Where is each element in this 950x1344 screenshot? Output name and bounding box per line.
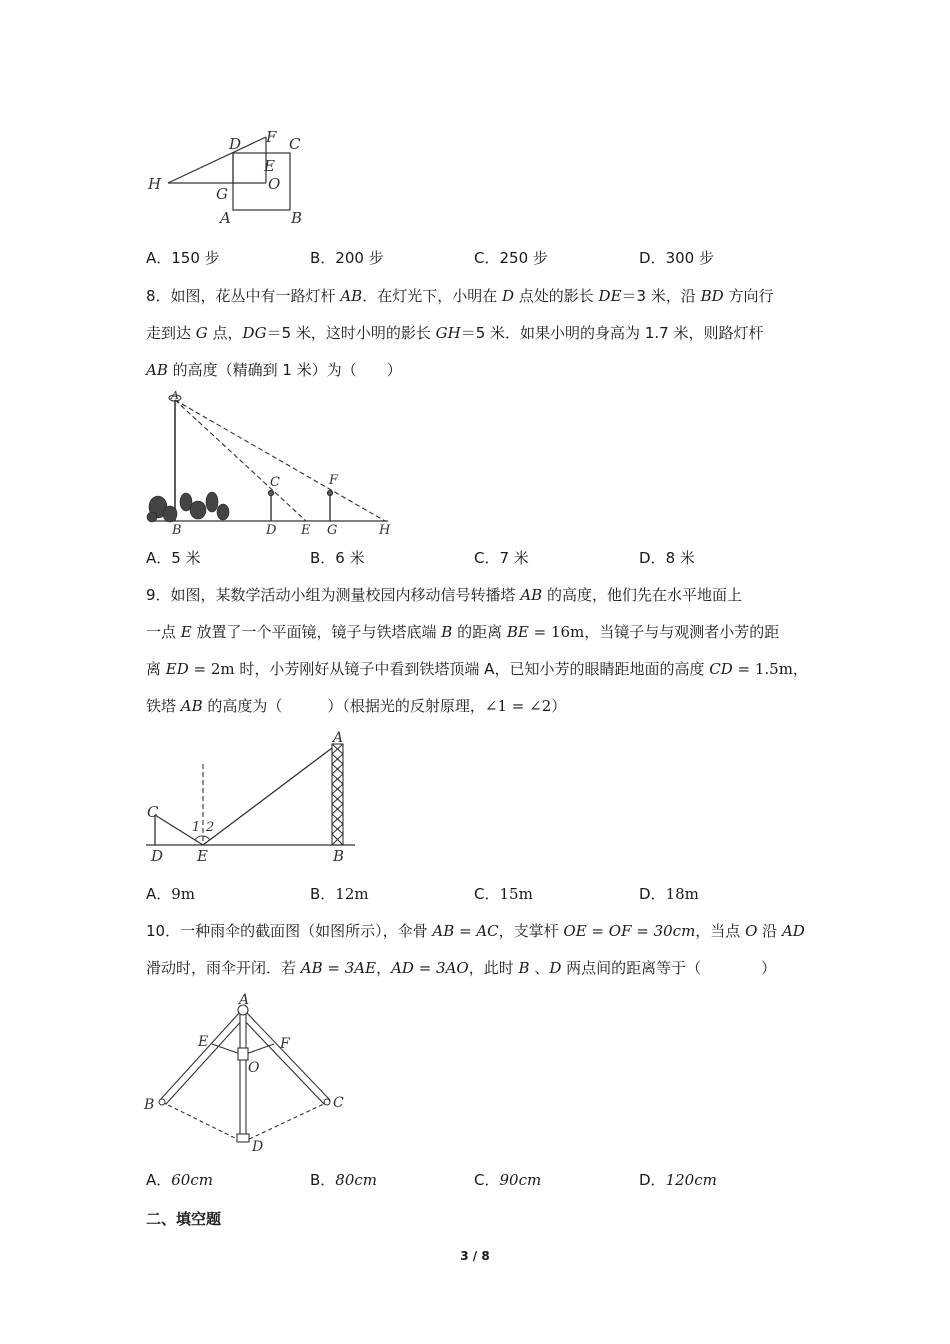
q9-label-b: B [333, 847, 345, 865]
q10-option-b[interactable]: B．80cm [310, 1171, 378, 1189]
q8-label-h: H [379, 523, 391, 538]
section-heading-fill-in: 二、填空题 [146, 1210, 222, 1228]
q9-option-b[interactable]: B．12m [310, 885, 369, 903]
q7-label-b: B [291, 209, 303, 227]
q8-label-d: D [266, 523, 277, 538]
q7-label-a: A [220, 209, 231, 227]
q7-option-d[interactable]: D．300 步 [639, 249, 714, 267]
q7-label-g: G [216, 185, 228, 203]
q9-option-a[interactable]: A．9m [146, 885, 196, 903]
q7-option-b[interactable]: B．200 步 [310, 249, 384, 267]
q9-stem-line-4: 铁塔 AB 的高度为（ ）（根据光的反射原理，∠1 = ∠2） [146, 697, 567, 715]
q8-option-a[interactable]: A．5 米 [146, 549, 201, 567]
q9-label-e: E [197, 847, 208, 865]
q7-label-o: O [268, 175, 281, 193]
q9-option-d[interactable]: D．18m [639, 885, 699, 903]
q7-option-c[interactable]: C．250 步 [474, 249, 548, 267]
q8-option-c[interactable]: C．7 米 [474, 549, 529, 567]
q9-label-d: D [151, 847, 164, 865]
q7-label-e: E [264, 157, 275, 175]
q10-label-c: C [333, 1095, 344, 1111]
q10-label-f: F [280, 1036, 290, 1052]
q7-label-f: F [266, 128, 277, 146]
q9-stem-line-1: 9．如图，某数学活动小组为测量校园内移动信号转播塔 AB 的高度，他们先在水平地面上 [146, 586, 742, 604]
q8-option-d[interactable]: D．8 米 [639, 549, 695, 567]
q9-label-2: 2 [206, 820, 215, 835]
q8-label-a: A [171, 390, 179, 402]
q10-figure [140, 992, 360, 1160]
q8-label-b: B [172, 523, 182, 538]
q9-label-1: 1 [192, 820, 201, 835]
q8-stem-line-3: AB 的高度（精确到 1 米）为（ ） [146, 361, 402, 379]
q9-stem-line-3: 离 ED = 2m 时，小芳刚好从镜子中看到铁塔顶端 A，已知小芳的眼睛距地面的高度 CD = 1.5m， [146, 660, 808, 678]
q8-label-c: C [270, 475, 280, 490]
q10-label-d: D [252, 1139, 264, 1155]
q8-stem-line-1: 8．如图，花丛中有一路灯杆 AB．在灯光下，小明在 D 点处的影长 DE＝3 米，沿 BD 方向行 [146, 287, 774, 305]
q10-label-o: O [248, 1060, 260, 1076]
q8-label-f: F [329, 473, 339, 488]
q7-figure [140, 125, 320, 230]
q10-option-d[interactable]: D．120cm [639, 1171, 717, 1189]
q8-stem-line-2: 走到达 G 点，DG＝5 米，这时小明的影长 GH＝5 米．如果小明的身高为 1.7 米，则路灯杆 [146, 324, 764, 342]
page-number: 3 / 8 [460, 1249, 490, 1263]
q10-label-e: E [198, 1034, 209, 1050]
q10-label-b: B [144, 1097, 155, 1113]
q8-label-e: E [301, 523, 311, 538]
q10-stem-line-2: 滑动时，雨伞开闭．若 AB = 3AE，AD = 3AO，此时 B 、D 两点间的距离等于（ ） [146, 959, 777, 977]
q10-stem-line-1: 10．一种雨伞的截面图（如图所示），伞骨 AB = AC，支掌杆 OE = OF = 30cm，当点 O 沿 AD [146, 922, 805, 940]
q7-label-d: D [229, 135, 242, 153]
q8-figure [140, 390, 400, 540]
q7-option-a[interactable]: A．150 步 [146, 249, 220, 267]
q7-label-h: H [148, 175, 162, 193]
q9-stem-line-2: 一点 E 放置了一个平面镜，镜子与铁塔底端 B 的距离 BE = 16m，当镜子与与观测者小芳的距 [146, 623, 780, 641]
q8-option-b[interactable]: B．6 米 [310, 549, 365, 567]
q10-option-c[interactable]: C．90cm [474, 1171, 542, 1189]
q7-label-c: C [289, 135, 301, 153]
q9-option-c[interactable]: C．15m [474, 885, 533, 903]
q10-option-a[interactable]: A．60cm [146, 1171, 213, 1189]
q8-label-g: G [327, 523, 338, 538]
q10-label-a: A [239, 992, 250, 1008]
q9-figure [140, 728, 370, 868]
q9-label-a: A [333, 730, 344, 746]
q9-label-c: C [147, 803, 159, 821]
